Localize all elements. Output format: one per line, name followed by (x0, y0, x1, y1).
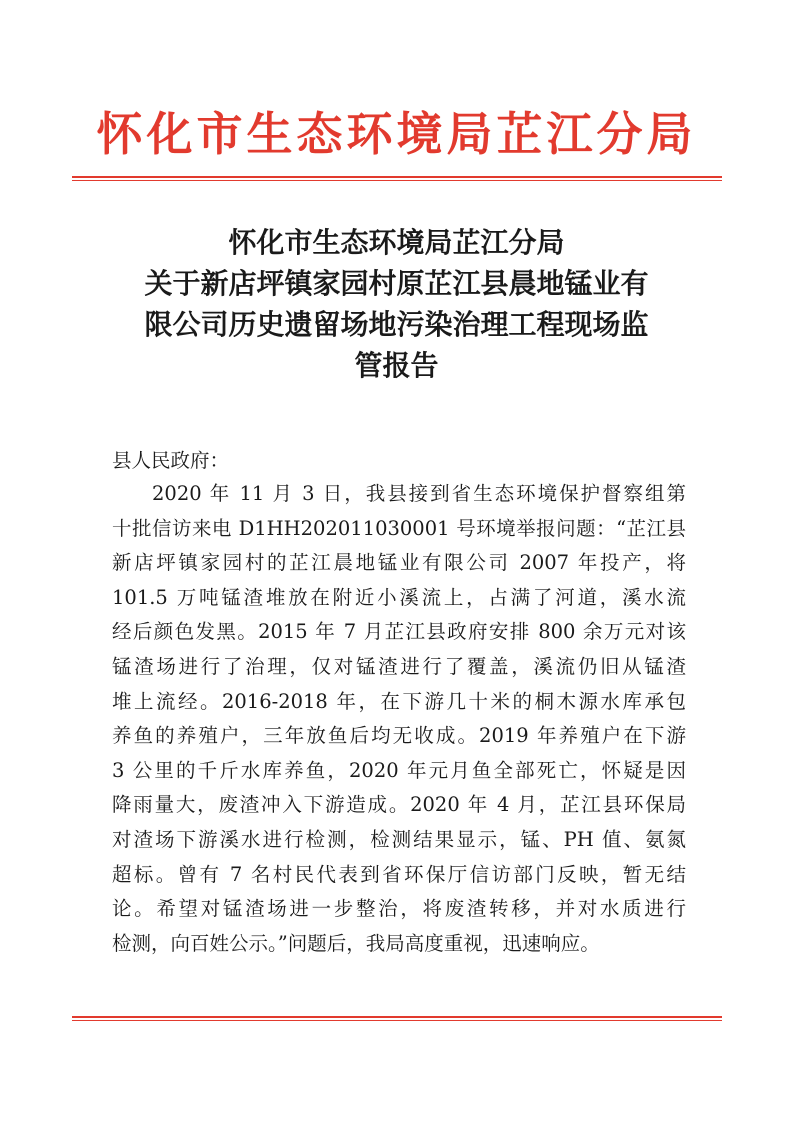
body-line: 堆上流经。2016-2018 年，在下游几十米的桐木源水库承包 (112, 689, 686, 713)
footer-divider-thin (72, 1020, 722, 1021)
masthead-divider-thin (72, 180, 722, 181)
body-line: 十批信访来电 D1HH202011030001 号环境举报问题：“芷江县 (112, 516, 686, 540)
body-line: 超标。曾有 7 名村民代表到省环保厅信访部门反映，暂无结 (112, 862, 686, 886)
body-line: 101.5 万吨锰渣堆放在附近小溪流上，占满了河道，溪水流 (112, 585, 686, 609)
report-title-line: 管报告 (354, 349, 439, 382)
masthead-divider-thick (72, 176, 722, 178)
report-title-line: 关于新店坪镇家园村原芷江县晨地锰业有 (144, 267, 649, 300)
body-paragraph (112, 477, 686, 961)
salutation: 县人民政府： (112, 449, 230, 472)
body-line: 经后颜色发黑。2015 年 7 月芷江县政府安排 800 余万元对该 (112, 620, 686, 644)
body-line: 锰渣场进行了治理，仅对锰渣进行了覆盖，溪流仍旧从锰渣 (112, 654, 686, 678)
masthead-title: 怀化市生态环境局芷江分局 (96, 107, 697, 161)
body-line: 论。希望对锰渣场进一步整治，将废渣转移，并对水质进行 (112, 897, 686, 921)
body-line: 对渣场下游溪水进行检测，检测结果显示，锰、PH 值、氨氮 (112, 827, 686, 851)
body-line: 2020 年 11 月 3 日，我县接到省生态环境保护督察组第 (152, 482, 686, 505)
footer-divider-thick (72, 1016, 722, 1018)
body-line: 养鱼的养殖户，三年放鱼后均无收成。2019 年养殖户在下游 (112, 724, 686, 748)
body-line: 检测，向百姓公示。”问题后，我局高度重视，迅速响应。 (112, 931, 600, 955)
report-title-line: 怀化市生态环境局芷江分局 (228, 226, 565, 259)
body-line: 新店坪镇家园村的芷江晨地锰业有限公司 2007 年投产，将 (112, 551, 686, 575)
report-title-line: 限公司历史遗留场地污染治理工程现场监 (144, 308, 649, 341)
body-line: 3 公里的千斤水库养鱼，2020 年元月鱼全部死亡，怀疑是因 (112, 758, 686, 782)
report-title (110, 222, 683, 386)
body-line: 降雨量大，废渣冲入下游造成。2020 年 4 月，芷江县环保局 (112, 793, 686, 817)
